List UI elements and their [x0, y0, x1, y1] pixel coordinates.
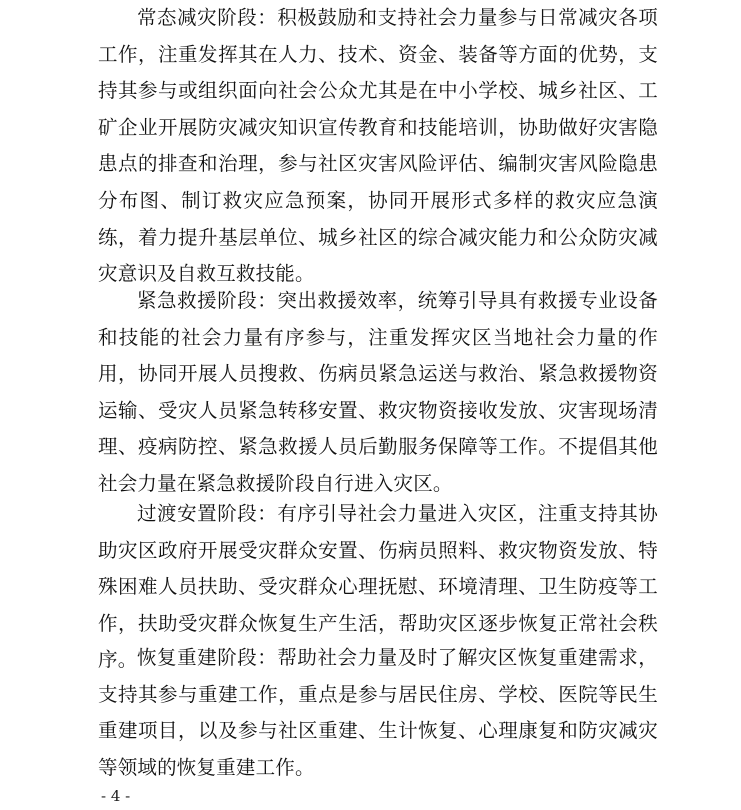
paragraph-heading: 常态减灾阶段：	[137, 6, 278, 29]
paragraph-emergency-rescue	[98, 283, 658, 503]
paragraph-body: 积极鼓励和支持社会力量参与日常减灾各项工作，注重发挥其在人力、技术、资金、装备等方面的优势，支持其参与或组织面向社会公众尤其是在中小学校、城乡社区、工矿企业开展防灾减灾知识宣传教育和技能培训，协助做好灾害隐患点的排查和治理，参与社区灾害风险评估、编制灾害风险隐患分布图、制订救灾应急预案，协同开展形式多样的救灾应急演练，着力提升基层单位、城乡社区的综合减灾能力和公众防灾减灾意识及自救互救技能。	[98, 6, 658, 286]
page-number: - 4 -	[101, 787, 131, 805]
paragraph-recovery-reconstruction	[98, 640, 658, 786]
paragraph-body: 帮助社会力量及时了解灾区恢复重建需求，支持其参与重建工作，重点是参与居民住房、学校、医院等民生重建项目，以及参与社区重建、生计恢复、心理康复和防灾减灾等领域的恢复重建工作。	[98, 646, 658, 779]
paragraph-heading: 过渡安置阶段：	[137, 502, 278, 525]
paragraph-heading: 紧急救援阶段：	[137, 289, 278, 312]
paragraph-normal-disaster-reduction	[98, 0, 658, 293]
paragraph-heading: 恢复重建阶段：	[137, 646, 278, 669]
paragraph-body: 突出救援效率，统筹引导具有救援专业设备和技能的社会力量有序参与，注重发挥灾区当地社会力量的作用，协同开展人员搜救、伤病员紧急运送与救治、紧急救援物资运输、受灾人员紧急转移安置、救灾物资接收发放、灾害现场清理、疫病防控、紧急救援人员后勤服务保障等工作。不提倡其他社会力量在紧急救援阶段自行进入灾区。	[98, 289, 658, 495]
paragraph-body: 有序引导社会力量进入灾区，注重支持其协助灾区政府开展受灾群众安置、伤病员照料、救灾物资发放、特殊困难人员扶助、受灾群众心理抚慰、环境清理、卫生防疫等工作，扶助受灾群众恢复生产生活，帮助灾区逐步恢复正常社会秩序。	[98, 502, 658, 672]
